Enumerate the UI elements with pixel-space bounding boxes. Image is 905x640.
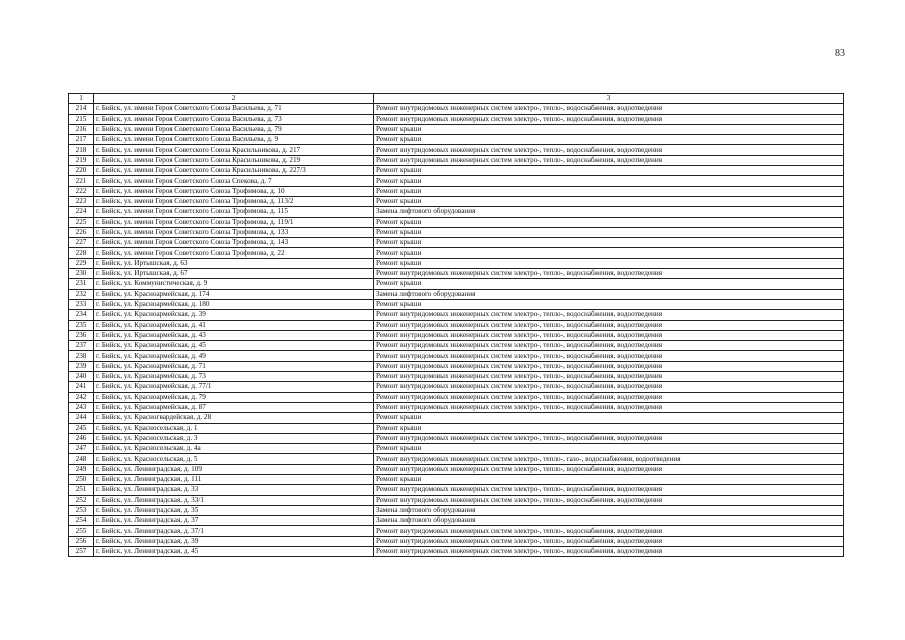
row-number-cell: 233 xyxy=(69,299,94,309)
work-type-cell: Ремонт внутридомовых инженерных систем электро-, тепло-, газо-, водоснабжения, водоотведения xyxy=(374,454,844,464)
table-row xyxy=(69,299,844,309)
work-type-cell: Ремонт внутридомовых инженерных систем электро-, тепло-, водоснабжения, водоотведения xyxy=(374,310,844,320)
work-type-cell: Ремонт внутридомовых инженерных систем электро-, тепло-, водоснабжения, водоотведения xyxy=(374,269,844,279)
address-cell: г. Бийск, ул. имени Героя Советского Союза Трофимова, д. 10 xyxy=(94,186,374,196)
address-cell: г. Бийск, ул. Красноармейская, д. 79 xyxy=(94,392,374,402)
work-type-cell: Ремонт крыши xyxy=(374,166,844,176)
work-type-cell: Ремонт внутридомовых инженерных систем электро-, тепло-, водоснабжения, водоотведения xyxy=(374,155,844,165)
address-cell: г. Бийск, ул. имени Героя Советского Союза Трофимова, д. 119/1 xyxy=(94,217,374,227)
table-row xyxy=(69,382,844,392)
table-row xyxy=(69,372,844,382)
address-cell: г. Бийск, ул. Иртышская, д. 67 xyxy=(94,269,374,279)
work-type-cell: Ремонт крыши xyxy=(374,238,844,248)
address-cell: г. Бийск, ул. Красноармейская, д. 49 xyxy=(94,351,374,361)
table-row xyxy=(69,279,844,289)
table-row xyxy=(69,166,844,176)
table-row xyxy=(69,330,844,340)
work-type-cell: Ремонт крыши xyxy=(374,227,844,237)
work-type-cell: Замена лифтового оборудования xyxy=(374,289,844,299)
row-number-cell: 230 xyxy=(69,269,94,279)
table-body xyxy=(69,104,844,557)
table-row xyxy=(69,485,844,495)
address-cell: г. Бийск, ул. Ленинградская, д. 35 xyxy=(94,505,374,515)
column-header-address: 2 xyxy=(94,94,374,104)
row-number-cell: 255 xyxy=(69,526,94,536)
row-number-cell: 237 xyxy=(69,341,94,351)
work-type-cell: Ремонт внутридомовых инженерных систем электро-, тепло-, водоснабжения, водоотведения xyxy=(374,372,844,382)
address-cell: г. Бийск, ул. имени Героя Советского Союза Васильева, д. 79 xyxy=(94,124,374,134)
row-number-cell: 248 xyxy=(69,454,94,464)
table-row xyxy=(69,217,844,227)
address-cell: г. Бийск, ул. Красноармейская, д. 39 xyxy=(94,310,374,320)
table-row xyxy=(69,474,844,484)
address-cell: г. Бийск, ул. Красноармейская, д. 43 xyxy=(94,330,374,340)
work-type-cell: Ремонт крыши xyxy=(374,423,844,433)
table-row xyxy=(69,505,844,515)
work-type-cell: Ремонт внутридомовых инженерных систем электро-, тепло-, водоснабжения, водоотведения xyxy=(374,485,844,495)
address-cell: г. Бийск, ул. Красноармейская, д. 73 xyxy=(94,372,374,382)
address-cell: г. Бийск, ул. Ленинградская, д. 33 xyxy=(94,485,374,495)
row-number-cell: 254 xyxy=(69,516,94,526)
work-type-cell: Ремонт внутридомовых инженерных систем электро-, тепло-, водоснабжения, водоотведения xyxy=(374,433,844,443)
row-number-cell: 234 xyxy=(69,310,94,320)
address-cell: г. Бийск, ул. Ленинградская, д. 39 xyxy=(94,536,374,546)
work-type-cell: Ремонт крыши xyxy=(374,258,844,268)
row-number-cell: 220 xyxy=(69,166,94,176)
table-row xyxy=(69,413,844,423)
table-row xyxy=(69,454,844,464)
table-row xyxy=(69,238,844,248)
table-row xyxy=(69,207,844,217)
work-type-cell: Ремонт внутридомовых инженерных систем электро-, тепло-, водоснабжения, водоотведения xyxy=(374,526,844,536)
row-number-cell: 228 xyxy=(69,248,94,258)
work-type-cell: Ремонт внутридомовых инженерных систем электро-, тепло-, водоснабжения, водоотведения xyxy=(374,361,844,371)
table-row xyxy=(69,310,844,320)
table-row xyxy=(69,176,844,186)
work-type-cell: Ремонт внутридомовых инженерных систем электро-, тепло-, водоснабжения, водоотведения xyxy=(374,351,844,361)
column-header-number: 1 xyxy=(69,94,94,104)
row-number-cell: 236 xyxy=(69,330,94,340)
table-row xyxy=(69,547,844,557)
row-number-cell: 215 xyxy=(69,114,94,124)
address-cell: г. Бийск, ул. Красноармейская, д. 180 xyxy=(94,299,374,309)
table-row xyxy=(69,433,844,443)
address-cell: г. Бийск, ул. Красносельская, д. 5 xyxy=(94,454,374,464)
row-number-cell: 244 xyxy=(69,413,94,423)
table-row xyxy=(69,289,844,299)
table-row xyxy=(69,227,844,237)
address-cell: г. Бийск, ул. Красногвардейская, д. 28 xyxy=(94,413,374,423)
table-row xyxy=(69,320,844,330)
row-number-cell: 231 xyxy=(69,279,94,289)
work-type-cell: Ремонт внутридомовых инженерных систем электро-, тепло-, водоснабжения, водоотведения xyxy=(374,104,844,114)
table-row xyxy=(69,104,844,114)
work-type-cell: Замена лифтового оборудования xyxy=(374,207,844,217)
table-row xyxy=(69,423,844,433)
address-cell: г. Бийск, ул. имени Героя Советского Союза Спекова, д. 7 xyxy=(94,176,374,186)
table-row xyxy=(69,464,844,474)
row-number-cell: 243 xyxy=(69,402,94,412)
table-row xyxy=(69,248,844,258)
work-type-cell: Ремонт внутридомовых инженерных систем электро-, тепло-, водоснабжения, водоотведения xyxy=(374,392,844,402)
work-type-cell: Ремонт крыши xyxy=(374,196,844,206)
row-number-cell: 222 xyxy=(69,186,94,196)
row-number-cell: 257 xyxy=(69,547,94,557)
table-row xyxy=(69,258,844,268)
address-cell: г. Бийск, ул. Ленинградская, д. 37 xyxy=(94,516,374,526)
row-number-cell: 221 xyxy=(69,176,94,186)
address-cell: г. Бийск, ул. имени Героя Советского Союза Красильникова, д. 219 xyxy=(94,155,374,165)
work-type-cell: Замена лифтового оборудования xyxy=(374,505,844,515)
row-number-cell: 252 xyxy=(69,495,94,505)
row-number-cell: 250 xyxy=(69,474,94,484)
row-number-cell: 219 xyxy=(69,155,94,165)
address-cell: г. Бийск, ул. Красносельская, д. 3 xyxy=(94,433,374,443)
address-cell: г. Бийск, ул. Красноармейская, д. 71 xyxy=(94,361,374,371)
address-cell: г. Бийск, ул. Иртышская, д. 63 xyxy=(94,258,374,268)
address-cell: г. Бийск, ул. Коммунистическая, д. 9 xyxy=(94,279,374,289)
address-cell: г. Бийск, ул. Красноармейская, д. 41 xyxy=(94,320,374,330)
address-cell: г. Бийск, ул. Ленинградская, д. 33/1 xyxy=(94,495,374,505)
row-number-cell: 238 xyxy=(69,351,94,361)
address-cell: г. Бийск, ул. имени Героя Советского Союза Васильева, д. 9 xyxy=(94,135,374,145)
work-type-cell: Ремонт крыши xyxy=(374,248,844,258)
address-cell: г. Бийск, ул. имени Героя Советского Союза Васильева, д. 73 xyxy=(94,114,374,124)
table-row xyxy=(69,526,844,536)
table-row xyxy=(69,196,844,206)
table-row xyxy=(69,269,844,279)
table-row xyxy=(69,351,844,361)
table-row xyxy=(69,392,844,402)
work-type-cell: Ремонт внутридомовых инженерных систем электро-, тепло-, водоснабжения, водоотведения xyxy=(374,536,844,546)
address-cell: г. Бийск, ул. Красноармейская, д. 77/1 xyxy=(94,382,374,392)
work-type-cell: Ремонт внутридомовых инженерных систем электро-, тепло-, водоснабжения, водоотведения xyxy=(374,495,844,505)
row-number-cell: 235 xyxy=(69,320,94,330)
address-cell: г. Бийск, ул. имени Героя Советского Союза Трофимова, д. 133 xyxy=(94,227,374,237)
work-type-cell: Ремонт внутридомовых инженерных систем электро-, тепло-, водоснабжения, водоотведения xyxy=(374,382,844,392)
work-type-cell: Ремонт крыши xyxy=(374,299,844,309)
work-type-cell: Ремонт крыши xyxy=(374,135,844,145)
table-row xyxy=(69,516,844,526)
row-number-cell: 217 xyxy=(69,135,94,145)
table-header-row xyxy=(69,94,844,104)
address-cell: г. Бийск, ул. Красноармейская, д. 87 xyxy=(94,402,374,412)
table-row xyxy=(69,186,844,196)
row-number-cell: 229 xyxy=(69,258,94,268)
row-number-cell: 216 xyxy=(69,124,94,134)
table-row xyxy=(69,341,844,351)
table-row xyxy=(69,114,844,124)
work-type-cell: Ремонт внутридомовых инженерных систем электро-, тепло-, водоснабжения, водоотведения xyxy=(374,464,844,474)
address-cell: г. Бийск, ул. имени Героя Советского Союза Трофимова, д. 143 xyxy=(94,238,374,248)
address-cell: г. Бийск, ул. имени Героя Советского Союза Красильникова, д. 217 xyxy=(94,145,374,155)
work-type-cell: Ремонт крыши xyxy=(374,279,844,289)
row-number-cell: 256 xyxy=(69,536,94,546)
page-number: 83 xyxy=(835,48,845,59)
row-number-cell: 247 xyxy=(69,444,94,454)
address-cell: г. Бийск, ул. имени Героя Советского Союза Трофимова, д. 113/2 xyxy=(94,196,374,206)
row-number-cell: 251 xyxy=(69,485,94,495)
address-cell: г. Бийск, ул. Ленинградская, д. 111 xyxy=(94,474,374,484)
work-type-cell: Ремонт внутридомовых инженерных систем электро-, тепло-, водоснабжения, водоотведения xyxy=(374,320,844,330)
row-number-cell: 224 xyxy=(69,207,94,217)
work-type-cell: Ремонт крыши xyxy=(374,217,844,227)
address-cell: г. Бийск, ул. Ленинградская, д. 37/1 xyxy=(94,526,374,536)
work-type-cell: Ремонт внутридомовых инженерных систем электро-, тепло-, водоснабжения, водоотведения xyxy=(374,114,844,124)
work-type-cell: Ремонт внутридомовых инженерных систем электро-, тепло-, водоснабжения, водоотведения xyxy=(374,341,844,351)
row-number-cell: 218 xyxy=(69,145,94,155)
table-row xyxy=(69,536,844,546)
address-cell: г. Бийск, ул. имени Героя Советского Союза Васильева, д. 71 xyxy=(94,104,374,114)
address-cell: г. Бийск, ул. Красноармейская, д. 45 xyxy=(94,341,374,351)
address-cell: г. Бийск, ул. имени Героя Советского Союза Красильникова, д. 227/3 xyxy=(94,166,374,176)
table-row xyxy=(69,135,844,145)
column-header-work-type: 3 xyxy=(374,94,844,104)
address-cell: г. Бийск, ул. Ленинградская, д. 109 xyxy=(94,464,374,474)
work-type-cell: Ремонт внутридомовых инженерных систем электро-, тепло-, водоснабжения, водоотведения xyxy=(374,145,844,155)
row-number-cell: 214 xyxy=(69,104,94,114)
housing-repair-table xyxy=(68,93,844,557)
address-cell: г. Бийск, ул. имени Героя Советского Союза Трофимова, д. 115 xyxy=(94,207,374,217)
row-number-cell: 223 xyxy=(69,196,94,206)
table-row xyxy=(69,361,844,371)
work-type-cell: Ремонт крыши xyxy=(374,444,844,454)
work-type-cell: Ремонт внутридомовых инженерных систем электро-, тепло-, водоснабжения, водоотведения xyxy=(374,330,844,340)
work-type-cell: Ремонт внутридомовых инженерных систем электро-, тепло-, водоснабжения, водоотведения xyxy=(374,402,844,412)
work-type-cell: Замена лифтового оборудования xyxy=(374,516,844,526)
address-cell: г. Бийск, ул. Красноармейская, д. 174 xyxy=(94,289,374,299)
row-number-cell: 225 xyxy=(69,217,94,227)
row-number-cell: 226 xyxy=(69,227,94,237)
address-cell: г. Бийск, ул. Красносельская, д. 1 xyxy=(94,423,374,433)
work-type-cell: Ремонт крыши xyxy=(374,176,844,186)
row-number-cell: 227 xyxy=(69,238,94,248)
row-number-cell: 242 xyxy=(69,392,94,402)
row-number-cell: 249 xyxy=(69,464,94,474)
row-number-cell: 253 xyxy=(69,505,94,515)
work-type-cell: Ремонт крыши xyxy=(374,413,844,423)
row-number-cell: 241 xyxy=(69,382,94,392)
table-row xyxy=(69,155,844,165)
address-cell: г. Бийск, ул. имени Героя Советского Союза Трофимова, д. 22 xyxy=(94,248,374,258)
table-row xyxy=(69,124,844,134)
table-row xyxy=(69,145,844,155)
row-number-cell: 232 xyxy=(69,289,94,299)
address-cell: г. Бийск, ул. Ленинградская, д. 45 xyxy=(94,547,374,557)
row-number-cell: 239 xyxy=(69,361,94,371)
work-type-cell: Ремонт внутридомовых инженерных систем электро-, тепло-, водоснабжения, водоотведения xyxy=(374,547,844,557)
address-cell: г. Бийск, ул. Красносельская, д. 4а xyxy=(94,444,374,454)
row-number-cell: 246 xyxy=(69,433,94,443)
work-type-cell: Ремонт крыши xyxy=(374,124,844,134)
table-row xyxy=(69,495,844,505)
table-row xyxy=(69,444,844,454)
work-type-cell: Ремонт крыши xyxy=(374,474,844,484)
work-type-cell: Ремонт крыши xyxy=(374,186,844,196)
row-number-cell: 245 xyxy=(69,423,94,433)
table-row xyxy=(69,402,844,412)
row-number-cell: 240 xyxy=(69,372,94,382)
